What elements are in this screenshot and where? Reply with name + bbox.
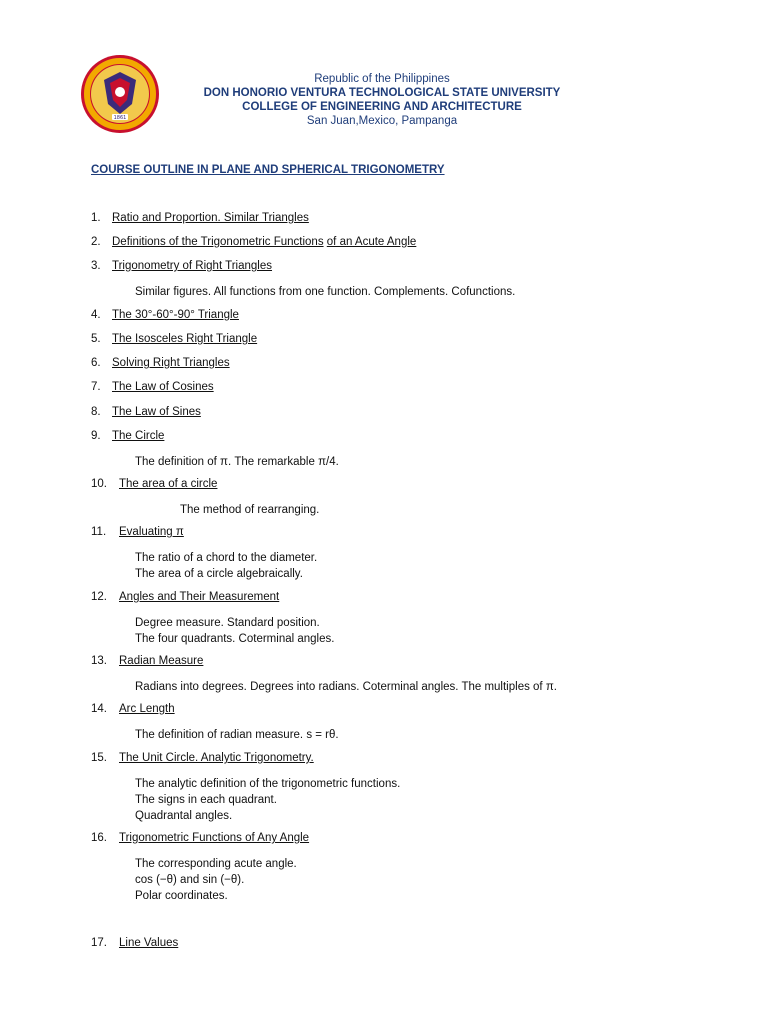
item-title: Solving Right Triangles	[112, 357, 230, 369]
item-title: Trigonometry of Right Triangles	[112, 260, 273, 272]
item-number: 3.	[91, 260, 101, 272]
item-number: 8.	[91, 406, 101, 418]
item-title: The Unit Circle. Analytic Trigonometry.	[119, 752, 314, 764]
item-title: The Isosceles Right Triangle	[112, 333, 258, 345]
item-title-continued: of an Acute Angle	[326, 236, 417, 248]
item-description-line: Degree measure. Standard position.	[135, 617, 320, 629]
item-number: 5.	[91, 333, 101, 345]
list-item	[91, 381, 214, 393]
item-title: Evaluating π	[119, 526, 184, 538]
document-header	[160, 72, 604, 128]
item-title: Radian Measure	[119, 655, 204, 667]
list-item	[91, 333, 257, 345]
item-description	[135, 776, 400, 824]
item-title: The Circle	[112, 430, 165, 442]
list-item	[91, 478, 217, 490]
item-description	[135, 615, 334, 647]
item-description-line: The area of a circle algebraically.	[135, 568, 303, 580]
item-description-line: The four quadrants. Coterminal angles.	[135, 633, 335, 645]
list-item	[91, 591, 279, 603]
list-item	[91, 212, 309, 224]
header-line-address: San Juan,Mexico, Pampanga	[306, 115, 458, 127]
list-item	[91, 309, 239, 321]
item-title: The Law of Sines	[112, 406, 201, 418]
item-number: 7.	[91, 381, 101, 393]
list-item	[91, 655, 203, 667]
list-item	[91, 357, 230, 369]
list-item	[91, 236, 416, 248]
item-description-line: The ratio of a chord to the diameter.	[135, 552, 318, 564]
item-title: Line Values	[119, 937, 179, 949]
list-item	[91, 406, 201, 418]
item-title: Ratio and Proportion. Similar Triangles	[112, 212, 309, 224]
item-number: 13.	[91, 655, 107, 667]
item-title: Angles and Their Measurement	[119, 591, 280, 603]
item-description: Radians into degrees. Degrees into radians. Coterminal angles. The multiples of π.	[135, 681, 557, 693]
item-title: Definitions of the Trigonometric Functions	[112, 236, 324, 248]
item-description	[135, 550, 317, 582]
item-description-line: The analytic definition of the trigonometric functions.	[135, 778, 401, 790]
header-line-republic: Republic of the Philippines	[314, 73, 450, 85]
university-seal-icon	[80, 54, 160, 134]
item-description: The definition of π. The remarkable π/4.	[135, 456, 339, 468]
item-number: 14.	[91, 703, 107, 715]
header-line-university: DON HONORIO VENTURA TECHNOLOGICAL STATE UNIVERSITY	[203, 87, 561, 99]
item-description: Similar figures. All functions from one function. Complements. Cofunctions.	[135, 286, 516, 298]
item-number: 17.	[91, 937, 107, 949]
item-description-line: cos (−θ) and sin (−θ).	[135, 874, 245, 886]
item-description-line: The signs in each quadrant.	[135, 794, 277, 806]
header-line-college: COLLEGE OF ENGINEERING AND ARCHITECTURE	[242, 101, 522, 113]
item-description-line: Quadrantal angles.	[135, 810, 233, 822]
item-number: 10.	[91, 478, 107, 490]
list-item	[91, 430, 164, 442]
item-number: 9.	[91, 430, 101, 442]
item-title: The Law of Cosines	[112, 381, 214, 393]
item-number: 6.	[91, 357, 101, 369]
item-number: 1.	[91, 212, 101, 224]
course-title: COURSE OUTLINE IN PLANE AND SPHERICAL TRIGONOMETRY	[91, 164, 445, 176]
item-number: 11.	[91, 526, 107, 538]
item-number: 12.	[91, 591, 107, 603]
item-description	[135, 856, 297, 904]
item-number: 2.	[91, 236, 101, 248]
item-title: Arc Length	[119, 703, 175, 715]
item-description-line: Polar coordinates.	[135, 890, 228, 902]
item-title: The 30°-60°-90° Triangle	[112, 309, 239, 321]
item-description-line: The corresponding acute angle.	[135, 858, 297, 870]
list-item	[91, 832, 309, 844]
item-title: The area of a circle	[119, 478, 218, 490]
item-number: 16.	[91, 832, 107, 844]
list-item	[91, 752, 314, 764]
list-item	[91, 937, 178, 949]
list-item	[91, 703, 175, 715]
item-description: The definition of radian measure. s = rθ.	[135, 729, 339, 741]
seal-year: 1861	[113, 115, 127, 121]
list-item	[91, 260, 272, 272]
item-title: Trigonometric Functions of Any Angle	[119, 832, 310, 844]
list-item	[91, 526, 184, 538]
item-number: 4.	[91, 309, 101, 321]
item-description: The method of rearranging.	[180, 504, 320, 516]
item-number: 15.	[91, 752, 107, 764]
